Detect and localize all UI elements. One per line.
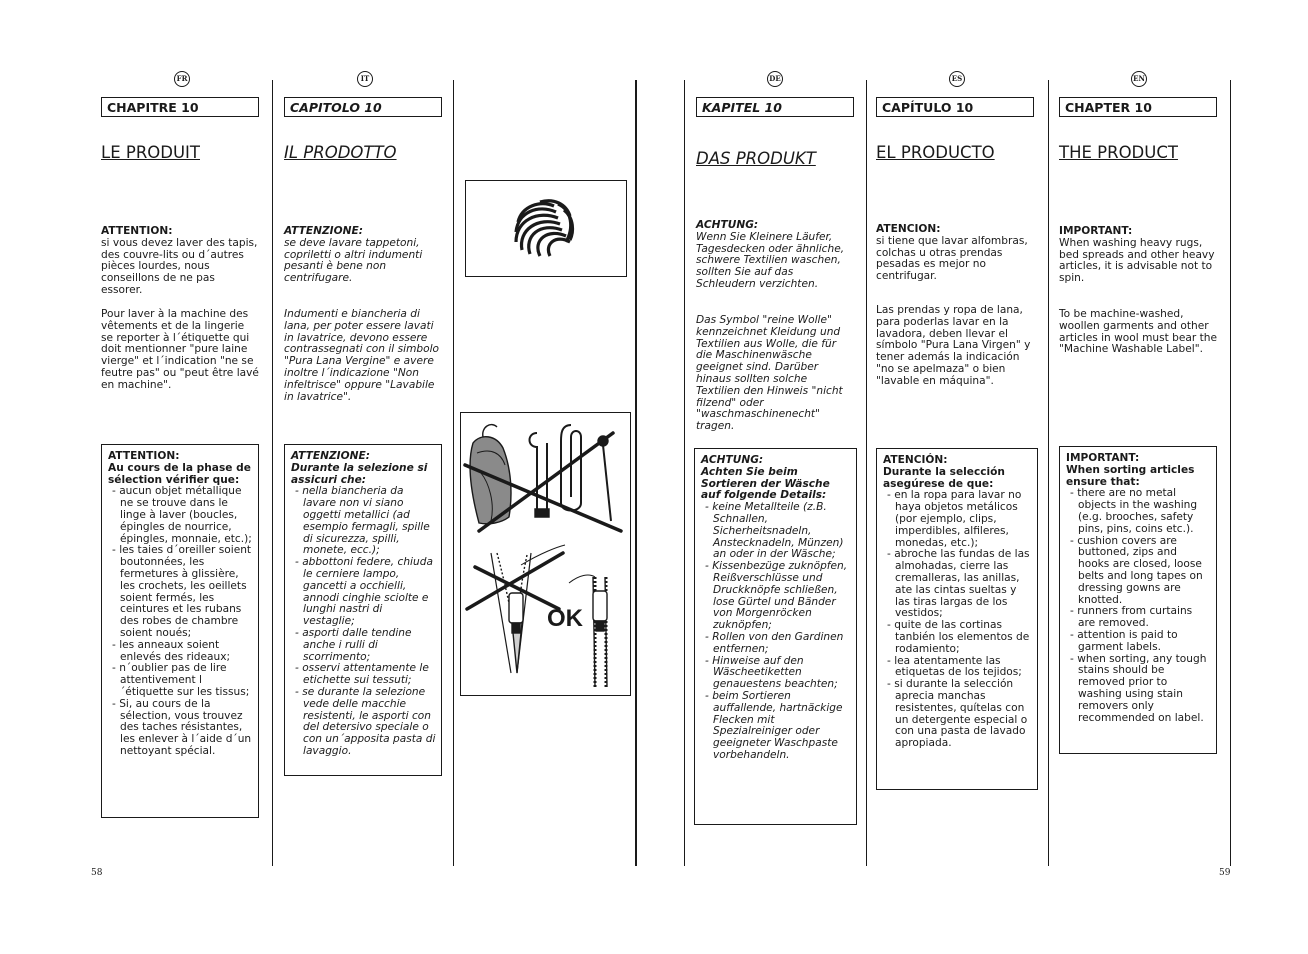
column-it (284, 97, 442, 757)
list-item: - les anneaux soient enlevés des rideaux; (112, 638, 231, 663)
chapter-heading: CHAPTER 10 (1059, 97, 1217, 117)
list-item: - Rollen von den Gardinen entfernen; (705, 630, 844, 655)
attention-text: si vous devez laver des tapis, des couvre-lits ou d´autres pièces lourdes, nous conseillons de ne pas essorer. (101, 236, 258, 296)
wool-paragraph: Pour laver à la machine des vêtements et de la lingerie se reporter à l´étiquette qui doit mentionner "pure laine vierge" et l´indication "ne se feutre pas" ou "peut être lavé en machine". (101, 308, 259, 391)
box-heading: ATTENZIONE: (291, 450, 370, 462)
list-item: - Kissenbezüge zuknöpfen, Reißverschlüsse und Druckknöpfe schließen, lose Gürtel und Bänder von Morgenröcken zuknöpfen; (705, 560, 848, 632)
column-divider (272, 80, 273, 866)
list-item: - when sorting, any tough stains should be removed prior to washing using stain removers only recommended on label. (1070, 652, 1207, 724)
sorting-warning-box (284, 444, 442, 776)
attention-text: se deve lavare tappetoni, copriletti o altri indumenti pesanti è bene non centrifugare. (284, 236, 423, 285)
column-divider (1048, 80, 1049, 866)
box-subheading: Au cours de la phase de sélection vérifier que: (108, 461, 251, 486)
box-heading: IMPORTANT: (1066, 452, 1140, 464)
checklist (701, 502, 851, 762)
language-badge-it: IT (357, 71, 373, 87)
language-badge-en: EN (1131, 71, 1147, 87)
attention-label: ACHTUNG: (696, 219, 759, 231)
box-subheading: Achten Sie beim Sortieren der Wäsche auf folgende Details: (701, 465, 830, 502)
wool-paragraph: Las prendas y ropa de lana, para poderlas lavar en la lavadora, deben llevar el símbolo "Pura Lana Virgen" y tener además la indicación "no se apelmaza" o bien "lavable en máquina". (876, 304, 1031, 387)
sorting-illustration-drawing (461, 413, 630, 695)
wool-paragraph: To be machine-washed, woollen garments and other articles in wool must bear the "Machine Washable Label". (1059, 308, 1217, 356)
checklist (108, 486, 253, 757)
wool-symbol-figure (465, 180, 627, 277)
page-number-left: 58 (91, 868, 103, 878)
column-divider (684, 80, 685, 866)
sorting-warning-box (1059, 446, 1217, 754)
attention-paragraph (876, 224, 1034, 283)
chapter-heading: CHAPITRE 10 (101, 97, 259, 117)
chapter-heading: KAPITEL 10 (696, 97, 854, 117)
column-divider (453, 80, 454, 866)
box-subheading: Durante la selezione si assicuri che: (291, 461, 428, 486)
list-item: - runners from curtains are removed. (1070, 605, 1193, 630)
attention-label: ATTENZIONE: (284, 225, 363, 237)
attention-label: ATENCION: (876, 223, 941, 235)
list-item: - en la ropa para lavar no haya objetos metálicos (por ejemplo, clips, imperdibles, alfileres, monedas, etc.); (887, 489, 1022, 549)
sorting-warning-box (876, 448, 1038, 790)
box-heading: ATTENTION: (108, 450, 180, 462)
list-item: - aucun objet métallique ne se trouve dans le linge à laver (boucles, épingles de nourrice, épingles, monnaie, etc.); (112, 485, 252, 545)
list-item: - si durante la selección aprecia manchas resistentes, quítelas con un detergente especial o con una pasta de lavado apropiada. (887, 678, 1028, 750)
checklist (291, 486, 436, 757)
section-title: IL PRODOTTO (284, 143, 397, 162)
attention-label: ATTENTION: (101, 225, 173, 237)
wool-paragraph: Das Symbol "reine Wolle" kennzeichnet Kleidung und Textilien aus Wolle, die für die Maschinenwäsche geeignet sind. Darüber hinaus sollten solche Textilien den Hinweis "nicht filzend" oder "waschmaschinenecht" tragen. (696, 314, 843, 433)
list-item: - lea atentamente las etiquetas de los tejidos; (887, 654, 1022, 679)
box-heading: ATENCIÓN: (883, 454, 948, 466)
list-item: - osservi attentamente le etichette sui tessuti; (295, 662, 429, 687)
ok-label: OK (547, 605, 583, 632)
language-badge-es: ES (949, 71, 965, 87)
checklist (1066, 488, 1211, 724)
list-item: - abbottoni federe, chiuda le cerniere lampo, gancetti a occhielli, annodi cinghie sciolte e lunghi nastri di vestaglie; (295, 556, 433, 628)
list-item: - nella biancheria da lavare non vi siano oggetti metallici (ad esempio fermagli, spille di sicurezza, spilli, monete, ecc.); (295, 485, 430, 557)
section-title: THE PRODUCT (1059, 143, 1178, 162)
list-item: - n´oublier pas de lire attentivement l´étiquette sur les tissus; (112, 662, 250, 698)
column-de (696, 97, 854, 761)
list-item: - cushion covers are buttoned, zips and hooks are closed, loose belts and long tapes on dressing gowns are knotted. (1070, 534, 1203, 606)
attention-text: Wenn Sie Kleinere Läufer, Tagesdecken oder ähnliche, schwere Textilien waschen, sollten Sie auf das Schleudern verzichten. (696, 230, 845, 290)
list-item: - beim Sortieren auffallende, hartnäckige Flecken mit Spezialreiniger oder geeigneter Waschpaste vorbehandeln. (705, 689, 843, 761)
language-badge-fr: FR (174, 71, 190, 87)
chapter-heading: CAPÍTULO 10 (876, 97, 1034, 117)
column-es (876, 97, 1034, 750)
box-subheading: When sorting articles ensure that: (1066, 463, 1195, 488)
page-fold-divider (635, 80, 637, 866)
section-title: DAS PRODUKT (696, 149, 816, 168)
list-item: - abroche las fundas de las almohadas, cierre las cremalleras, las anillas, ate las cintas sueltas y las tiras largas de los vestidos; (887, 548, 1030, 620)
list-item: - Hinweise auf den Wäscheetiketten genauestens beachten; (705, 654, 838, 691)
sorting-illustration (460, 412, 631, 696)
attention-text: si tiene que lavar alfombras, colchas u otras prendas pesadas es mejor no centrifugar. (876, 234, 1028, 283)
sorting-warning-box (694, 448, 857, 825)
wool-mark-icon (466, 181, 626, 276)
chapter-heading: CAPITOLO 10 (284, 97, 442, 117)
column-divider (866, 80, 867, 866)
list-item: - asporti dalle tendine anche i rulli di scorrimento; (295, 626, 412, 663)
list-item: - Si, au cours de la sélection, vous trouvez des taches résistantes, les enlever à l´aide d´un nettoyant spécial. (112, 697, 252, 757)
attention-label: IMPORTANT: (1059, 225, 1133, 237)
attention-paragraph (1059, 226, 1217, 285)
list-item: - les taies d´oreiller soient boutonnées, les fermetures à glissière, les crochets, les oeillets soient fermés, les ceintures et les rubans des robes de chambre soient noués; (112, 544, 252, 639)
page-number-right: 59 (1219, 868, 1231, 878)
sorting-warning-box (101, 444, 259, 818)
checklist (883, 490, 1032, 750)
section-title: LE PRODUIT (101, 143, 200, 162)
list-item: - se durante la selezione vede delle macchie resistenti, le asporti con del detersivo speciale o con un´apposita pasta di lavaggio. (295, 685, 436, 757)
attention-paragraph (696, 220, 854, 291)
section-title: EL PRODUCTO (876, 143, 995, 162)
column-en (1059, 97, 1217, 724)
list-item: - attention is paid to garment labels. (1070, 628, 1178, 653)
column-fr (101, 97, 259, 757)
box-heading: ACHTUNG: (701, 454, 764, 466)
attention-paragraph (284, 226, 442, 285)
column-divider (1230, 80, 1231, 866)
list-item: - keine Metallteile (z.B. Schnallen, Sicherheitsnadeln, Anstecknadeln, Münzen) an oder in der Wäsche; (705, 501, 844, 561)
attention-text: When washing heavy rugs, bed spreads and other heavy articles, it is advisable not to spin. (1059, 236, 1215, 285)
language-badge-de: DE (767, 71, 783, 87)
list-item: - quite de las cortinas tanbién los elementos de rodamiento; (887, 619, 1030, 655)
wool-paragraph: Indumenti e biancheria di lana, per poter essere lavati in lavatrice, devono essere contrassegnati con il simbolo "Pura Lana Vergine" e avere inoltre l´indicazione "Non infeltrisce" oppure "Lavabile in lavatrice". (284, 308, 440, 403)
attention-paragraph (101, 226, 259, 297)
list-item: - there are no metal objects in the washing (e.g. brooches, safety pins, pins, coins etc.). (1070, 487, 1198, 535)
box-subheading: Durante la selección asegúrese de que: (883, 465, 1005, 490)
